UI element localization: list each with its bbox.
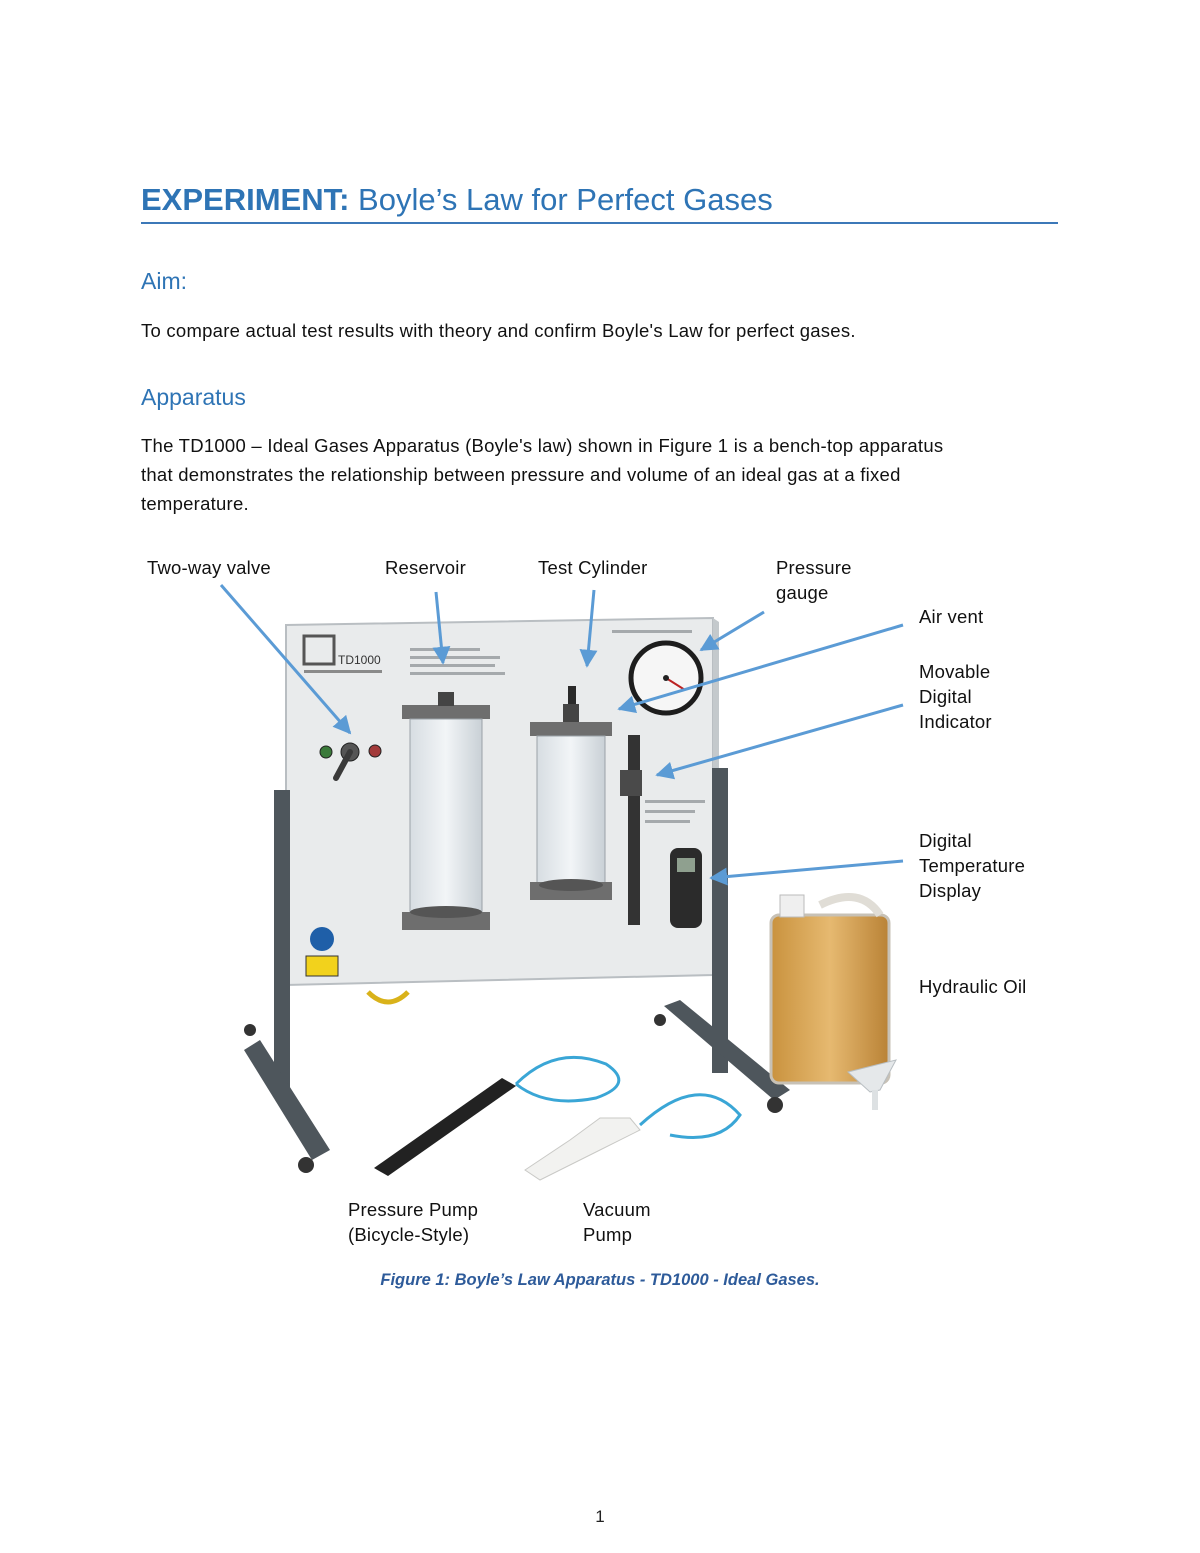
apparatus-heading: Apparatus: [141, 384, 246, 410]
reservoir-cylinder: [402, 692, 490, 930]
panel-brand: TD1000: [338, 653, 381, 667]
label-reservoir: Reservoir: [385, 557, 466, 578]
label-two-way-valve: Two-way valve: [147, 557, 271, 578]
label-temp-display-line-2: Temperature: [919, 855, 1026, 876]
vacuum-pump: [525, 1095, 740, 1180]
label-hydraulic-oil: Hydraulic Oil: [919, 976, 1027, 997]
label-pressure-gauge-line-2: gauge: [776, 582, 829, 603]
label-vacuum-pump-line-2: Pump: [583, 1224, 633, 1245]
label-test-cylinder: Test Cylinder: [538, 557, 648, 578]
label-air-vent: Air vent: [919, 606, 984, 627]
hydraulic-oil-container: [771, 895, 889, 1083]
digital-temperature-display: [670, 848, 702, 928]
label-pressure-pump-line-2: (Bicycle-Style): [348, 1224, 470, 1245]
title-rest: Boyle’s Law for Perfect Gases: [349, 182, 773, 217]
label-temp-display: [919, 828, 1025, 903]
label-movable-indicator: [919, 659, 992, 734]
safety-sign-icon: [310, 927, 334, 951]
label-movable-indicator-line-3: Indicator: [919, 711, 992, 732]
label-temp-display-line-1: Digital: [919, 830, 972, 851]
label-movable-indicator-line-2: Digital: [919, 686, 972, 707]
arrow-temp-display: [711, 861, 903, 878]
hose: [368, 992, 408, 1002]
label-pressure-pump-line-1: Pressure Pump: [348, 1199, 479, 1220]
title-bold: EXPERIMENT:: [141, 182, 350, 217]
page-number: 1: [595, 1507, 605, 1526]
apparatus-line-2: that demonstrates the relationship between pressure and volume of an ideal gas at a fixed: [141, 464, 901, 485]
label-vacuum-pump-line-1: Vacuum: [583, 1199, 651, 1220]
apparatus-line-3: temperature.: [141, 493, 249, 514]
figure-caption: Figure 1: Boyle’s Law Apparatus - TD1000 - Ideal Gases.: [380, 1271, 820, 1289]
aim-heading: Aim:: [141, 268, 187, 294]
warning-sign-icon: [306, 956, 338, 976]
label-vacuum-pump: [583, 1197, 651, 1247]
label-temp-display-line-3: Display: [919, 880, 982, 901]
label-pressure-pump: [348, 1197, 478, 1247]
label-movable-indicator-line-1: Movable: [919, 661, 991, 682]
label-pressure-gauge-line-1: Pressure: [776, 557, 852, 578]
apparatus-line-1: The TD1000 – Ideal Gases Apparatus (Boyle's law) shown in Figure 1 is a bench-top apparatus: [141, 435, 944, 456]
aim-text: To compare actual test results with theory and confirm Boyle's Law for perfect gases.: [141, 320, 856, 341]
label-pressure-gauge: [776, 555, 852, 605]
